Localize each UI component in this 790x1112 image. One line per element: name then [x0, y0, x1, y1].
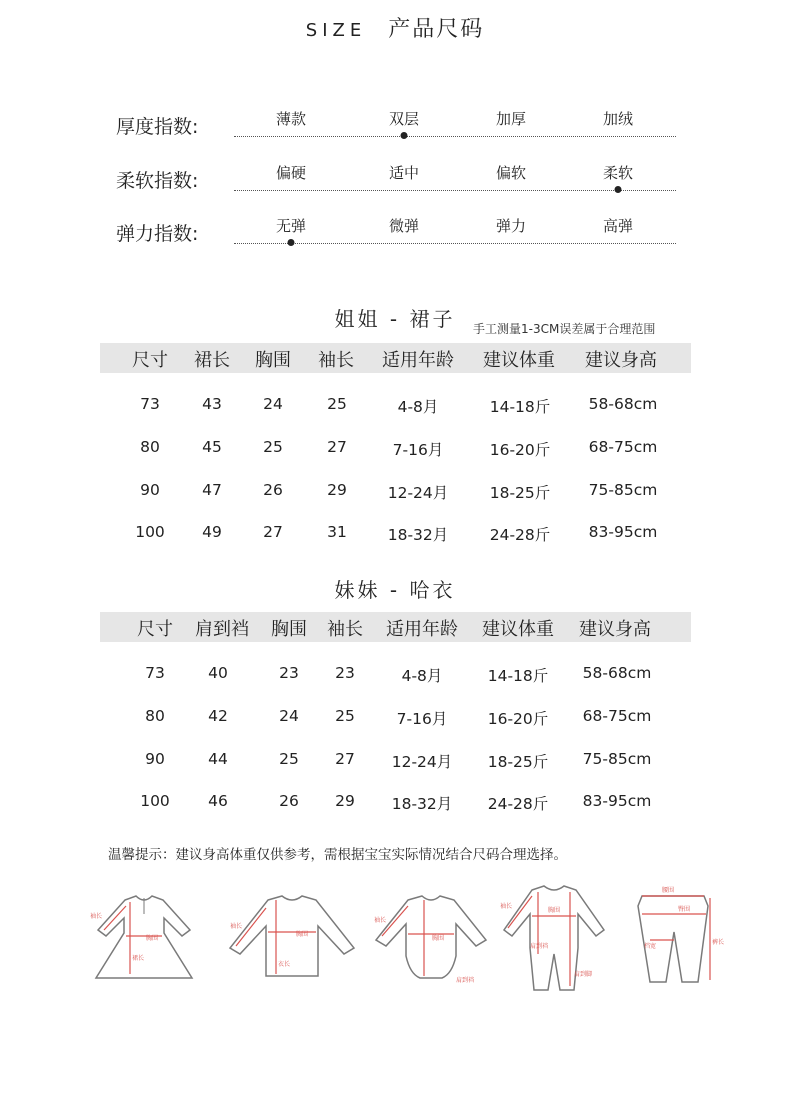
table-row: [100, 707, 691, 737]
table-cell: 46: [208, 792, 228, 810]
table-header-cell: 适用年龄: [386, 619, 458, 640]
table-cell: 25: [263, 438, 283, 456]
table-cell: 4-8月: [401, 667, 443, 685]
table-cell: 29: [335, 792, 355, 810]
romper-label-crotch: 肩到裆: [530, 943, 549, 950]
table-cell: 25: [279, 750, 299, 768]
table-header-cell: 尺寸: [132, 350, 168, 371]
index-option: 双层: [388, 110, 420, 128]
romper-label-chest: 胸围: [548, 907, 561, 914]
measurement-note: 手工测量1-3CM误差属于合理范围: [473, 322, 656, 336]
table-cell: 73: [145, 664, 165, 682]
index-label: 柔软指数:: [116, 170, 199, 192]
table-cell: 44: [208, 750, 228, 768]
pants-label-hip: 臀围: [678, 906, 691, 913]
table-cell: 47: [202, 481, 222, 499]
top-diagram: [226, 878, 358, 983]
table-cell: 29: [327, 481, 347, 499]
table2-title: 妹妹 - 哈衣: [334, 578, 456, 602]
table-cell: 24: [279, 707, 299, 725]
dress-label-sleeve: 袖长: [90, 913, 103, 920]
table-cell: 25: [335, 707, 355, 725]
table-cell: 27: [263, 523, 283, 541]
index-selected-dot: [615, 186, 622, 193]
table2-header: [100, 612, 691, 642]
table-cell: 16-20斤: [487, 710, 549, 728]
table-cell: 68-75cm: [582, 707, 652, 725]
index-option: 加绒: [602, 110, 634, 128]
romper-label-sleeve: 袖长: [500, 903, 513, 910]
table-cell: 45: [202, 438, 222, 456]
index-label: 弹力指数:: [116, 223, 199, 245]
pants-label-waist: 腰围: [662, 887, 675, 894]
index-option: 柔软: [602, 164, 634, 182]
index-row: [0, 112, 790, 162]
table-cell: 14-18斤: [487, 667, 549, 685]
page-title: [0, 12, 790, 43]
table-cell: 80: [145, 707, 165, 725]
table-row: [100, 395, 691, 425]
table-row: [100, 750, 691, 780]
table-cell: 18-32月: [387, 526, 449, 544]
dress-diagram: [80, 878, 208, 983]
table-cell: 90: [145, 750, 165, 768]
dress-label-length: 裙长: [132, 955, 145, 962]
index-option: 适中: [388, 164, 420, 182]
table-cell: 26: [263, 481, 283, 499]
title-zh: 产品尺码: [388, 17, 485, 42]
table-cell: 58-68cm: [588, 395, 658, 413]
table-cell: 26: [279, 792, 299, 810]
table-row: [100, 664, 691, 694]
table-header-cell: 建议体重: [483, 350, 555, 371]
index-scale-line: [234, 243, 676, 244]
table-cell: 7-16月: [392, 441, 444, 459]
table-cell: 24-28斤: [489, 526, 551, 544]
table-cell: 12-24月: [391, 753, 453, 771]
index-row: [0, 166, 790, 216]
table-header-cell: 建议身高: [579, 619, 651, 640]
table-cell: 40: [208, 664, 228, 682]
table1-header: [100, 343, 691, 373]
index-scale-line: [234, 190, 676, 191]
pants-label-length: 裤长: [712, 939, 725, 946]
table-cell: 18-25斤: [489, 484, 551, 502]
table-cell: 27: [335, 750, 355, 768]
index-row: [0, 219, 790, 269]
table-row: [100, 792, 691, 822]
table-cell: 23: [335, 664, 355, 682]
index-option: 弹力: [495, 217, 527, 235]
index-selected-dot: [401, 132, 408, 139]
table-row: [100, 523, 691, 553]
romper-diagram: [500, 878, 608, 996]
index-option: 高弹: [602, 217, 634, 235]
table-cell: 58-68cm: [582, 664, 652, 682]
table-header-cell: 袖长: [327, 619, 363, 640]
table-cell: 42: [208, 707, 228, 725]
table-cell: 16-20斤: [489, 441, 551, 459]
bodysuit-diagram: [372, 878, 490, 988]
pants-label-crotch: 档宽: [644, 943, 657, 950]
table-cell: 27: [327, 438, 347, 456]
table-cell: 23: [279, 664, 299, 682]
index-option: 微弹: [388, 217, 420, 235]
table-cell: 100: [140, 792, 170, 810]
bodysuit-label-sleeve: 袖长: [374, 917, 387, 924]
index-option: 加厚: [495, 110, 527, 128]
table-cell: 14-18斤: [489, 398, 551, 416]
table-cell: 68-75cm: [588, 438, 658, 456]
index-option: 无弹: [275, 217, 307, 235]
table-header-cell: 建议体重: [482, 619, 554, 640]
table-cell: 90: [140, 481, 160, 499]
table-header-cell: 适用年龄: [382, 350, 454, 371]
index-selected-dot: [288, 239, 295, 246]
bodysuit-label-chest: 胸围: [432, 935, 445, 942]
top-label-length: 衣长: [278, 961, 291, 968]
title-en: SIZE: [305, 20, 367, 41]
table-cell: 100: [135, 523, 165, 541]
table1-title: 姐姐 - 裙子: [334, 307, 456, 331]
table-cell: 7-16月: [396, 710, 448, 728]
table-cell: 18-25斤: [487, 753, 549, 771]
table-cell: 83-95cm: [582, 792, 652, 810]
table-header-cell: 胸围: [255, 350, 291, 371]
table-cell: 31: [327, 523, 347, 541]
size-tip: 温馨提示：建议身高体重仅供参考，需根据宝宝实际情况结合尺码合理选择。: [108, 847, 567, 863]
index-option: 偏软: [495, 164, 527, 182]
index-option: 薄款: [275, 110, 307, 128]
table-cell: 73: [140, 395, 160, 413]
index-option: 偏硬: [275, 164, 307, 182]
table-cell: 12-24月: [387, 484, 449, 502]
table-header-cell: 袖长: [318, 350, 354, 371]
dress-label-chest: 胸围: [146, 935, 159, 942]
table-cell: 4-8月: [397, 398, 439, 416]
table-cell: 25: [327, 395, 347, 413]
table-header-cell: 尺寸: [137, 619, 173, 640]
top-label-sleeve: 袖长: [230, 923, 243, 930]
table-cell: 75-85cm: [582, 750, 652, 768]
table-header-cell: 裙长: [194, 350, 230, 371]
index-scale-line: [234, 136, 676, 137]
table-cell: 24: [263, 395, 283, 413]
table-cell: 75-85cm: [588, 481, 658, 499]
table-cell: 49: [202, 523, 222, 541]
table-header-cell: 建议身高: [585, 350, 657, 371]
table-row: [100, 481, 691, 511]
table-cell: 43: [202, 395, 222, 413]
bodysuit-label-crotch: 肩到裆: [456, 977, 475, 984]
table-cell: 18-32月: [391, 795, 453, 813]
table-row: [100, 438, 691, 468]
index-label: 厚度指数:: [116, 116, 199, 138]
table-cell: 83-95cm: [588, 523, 658, 541]
table-cell: 80: [140, 438, 160, 456]
top-label-chest: 胸围: [296, 931, 309, 938]
romper-label-foot: 肩到脚: [574, 971, 593, 978]
pants-diagram: [628, 880, 725, 990]
table-cell: 24-28斤: [487, 795, 549, 813]
table-header-cell: 胸围: [271, 619, 307, 640]
table-header-cell: 肩到裆: [195, 619, 249, 640]
